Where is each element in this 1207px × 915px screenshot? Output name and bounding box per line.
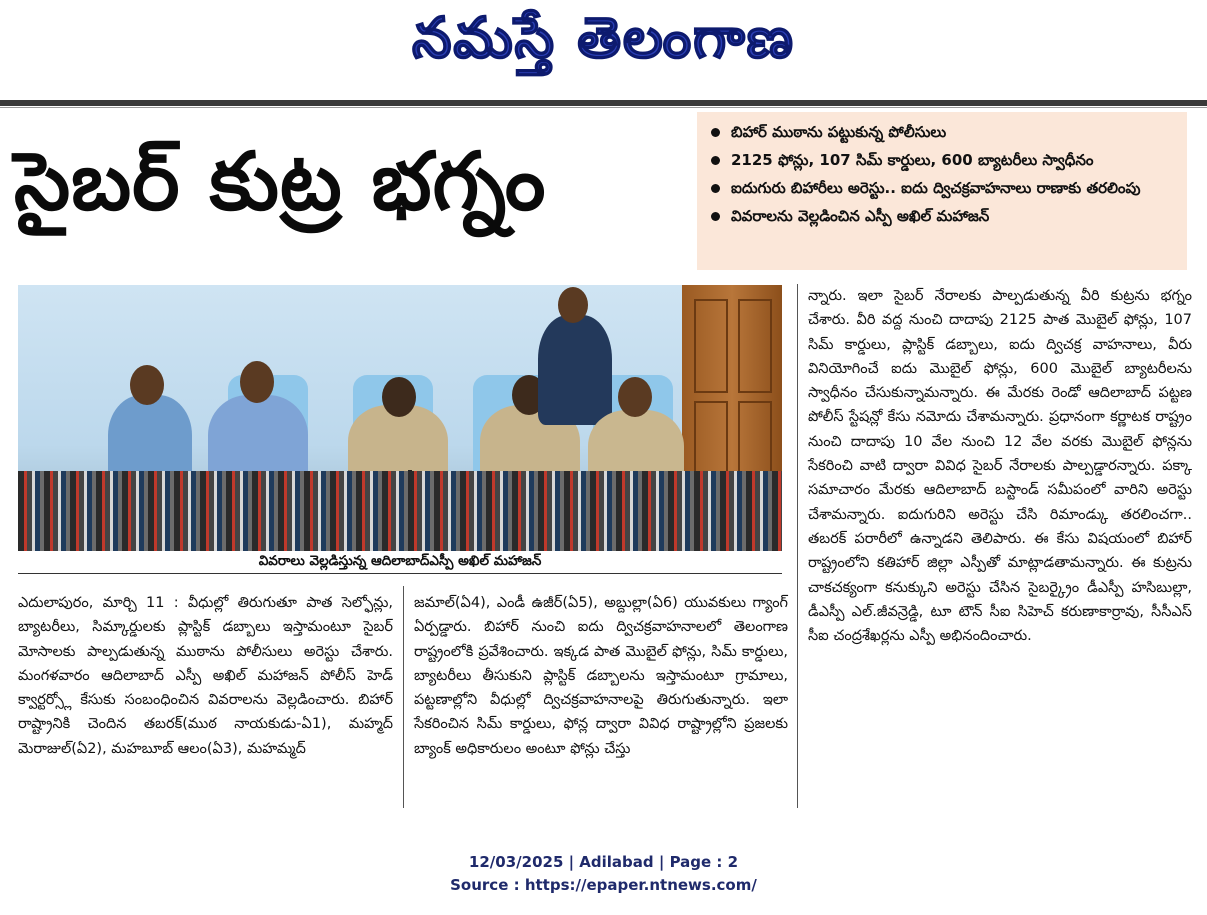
seized-phones-table bbox=[18, 471, 782, 551]
footer-date-line: 12/03/2025 | Adilabad | Page : 2 bbox=[468, 853, 739, 871]
article-column-1: ఎదులాపురం, మార్చి 11 : వీధుల్లో తిరుగుతూ పాత సెల్ఫోన్లు, బ్యాటరీలు, సిమ్కార్డులకు ప్లాస్టిక్ డబ్బాలు ఇస్తామంటూ సైబర్ మోసాలకు పాల్పడుతున్న ముఠాను పోలీసులు అరెస్టు చేశారు. మంగళవారం ఆదిలాబాద్ ఎస్పీ అఖిల్ మహాజన్ పోలీస్ హెడ్ క్వార్టర్స్లో కేసుకు సంబంధించిన వివరాలను వెల్లడించారు. బిహార్ రాష్ట్రానికి చెందిన తబరక్(ముఠ నాయకుడు-ఏ1), మహ్మద్ మెరాజుల్(ఏ2), మహబూబ్ ఆలం(ఏ3), మహమ్మద్ bbox=[18, 595, 393, 757]
bullet-icon bbox=[711, 156, 720, 165]
article-column-2: జమాల్(ఏ4), ఎండీ ఉజీర్(ఏ5), అబ్దుల్లా(ఏ6) యువకులు గ్యాంగ్ ఏర్పడ్డారు. బిహార్ నుంచి ఐదు ద్విచక్రవాహనాలలో తెలంగాణ రాష్ట్రంలోకి ప్రవేశించారు. ఇక్కడ పాత మొబైల్ ఫోన్లు, సిమ్ కార్డులు, బ్యాటరీలు తీసుకుని ప్లాస్టిక్ డబ్బాలను ఇస్తామంటూ గ్రామాలు, పట్టణాల్లోని వీధుల్లో ద్విచక్రవాహనాలపై తిరుగుతున్నారు. ఇలా సేకరించిన సిమ్ కార్డులు, ఫోన్ల ద్వారా వివిధ రాష్ట్రాల్లోని ప్రజలకు బ్యాంక్ అధికారులం అంటూ ఫోన్లు చేస్తు bbox=[414, 595, 788, 757]
masthead-rule-thin bbox=[0, 107, 1207, 108]
footer-source-line: Source : https://epaper.ntnews.com/ bbox=[450, 876, 757, 894]
press-conference-photo bbox=[18, 285, 782, 551]
article-column-3: న్నారు. ఇలా సైబర్ నేరాలకు పాల్పడుతున్న వీరి కుట్రను భగ్నం చేశారు. వీరి వద్ద నుంచి దాదాపు 2125 పాత మొబైల్ ఫోన్లు, 107 సిమ్ కార్డులు, ప్లాస్టిక్ డబ్బాలు, ఐదు ద్విచక్ర వాహనాలు, వీరు వినియోగించే ఐదు మొబైల్ ఫోన్లు, 600 మొబైల్ బ్యాటరీలను స్వాధీనం చేసుకున్నామన్నారు. ఈ మేరకు రెండో ఆదిలాబాద్ పట్టణ పోలీస్ స్టేషన్లో కేసు నమోదు చేశామన్నారు. ప్రధానంగా కర్ణాటక రాష్ట్రం నుంచి దాదాపు 10 వేల నుంచి 12 వేల వరకు మొబైల్ ఫోన్లను సేకరించి వాటి ద్వారా వివిధ సైబర్ నేరాలకు పాల్పడ్డారన్నారు. పక్కా సమాచారం మేరకు ఆదిలాబాద్ బస్టాండ్ సమీపంలో వారిని అరెస్టు చేశామన్నారు. ఐదుగురిని అరెస్టు చేసి రిమాండ్కు తరలించగా.. తబరక్ పరారీలో ఉన్నాడని తెలిపారు. ఈ కేసు విషయంలో బిహార్ రాష్ట్రంలోని కతిహార్ జిల్లా ఎస్పీతో మాట్లాడతామన్నారు. ఈ కుట్రను చాకచక్యంగా కనుక్కుని అరెస్టు చేసిన సైబర్క్రైం డీఎస్పీ హసిబుల్లా, డీఎస్పీ ఎల్.జీవన్రెడ్డి, టూ టౌన్ సీఐ సిహెచ్ కరుణాకార్రావు, సీసీఎస్ సీఐ చంద్రశేఖర్లను ఎస్పీ అభినందించారు. bbox=[808, 288, 1192, 645]
photo-caption: వివరాలు వెల్లడిస్తున్న ఆదిలాబాద్ఎస్పీ అఖిల్ మహాజన్ bbox=[258, 553, 542, 569]
person bbox=[538, 315, 612, 425]
masthead-title: నమస్తే తెలంగాణ bbox=[412, 6, 795, 71]
highlight-item: ఐదుగురు బిహారీలు అరెస్టు.. ఐదు ద్విచక్రవాహనాలు రాణాకు తరలింపు bbox=[711, 176, 1177, 200]
column-divider bbox=[403, 586, 404, 808]
highlight-item: బిహార్ ముఠాను పట్టుకున్న పోలీసులు bbox=[711, 120, 1177, 144]
column-divider bbox=[797, 284, 798, 808]
highlights-box bbox=[697, 112, 1187, 270]
bullet-icon bbox=[711, 128, 720, 137]
highlight-item: వివరాలను వెల్లడించిన ఎస్పీ అఖిల్ మహాజన్ bbox=[711, 204, 1177, 228]
bullet-icon bbox=[711, 212, 720, 221]
masthead bbox=[0, 0, 1207, 100]
masthead-rule bbox=[0, 100, 1207, 106]
headline: సైబర్ కుట్ర భగ్నం bbox=[14, 135, 547, 228]
bullet-icon bbox=[711, 184, 720, 193]
highlight-item: 2125 ఫోన్లు, 107 సిమ్ కార్డులు, 600 బ్యాటరీలు స్వాధీనం bbox=[711, 148, 1177, 172]
caption-rule bbox=[18, 573, 782, 574]
